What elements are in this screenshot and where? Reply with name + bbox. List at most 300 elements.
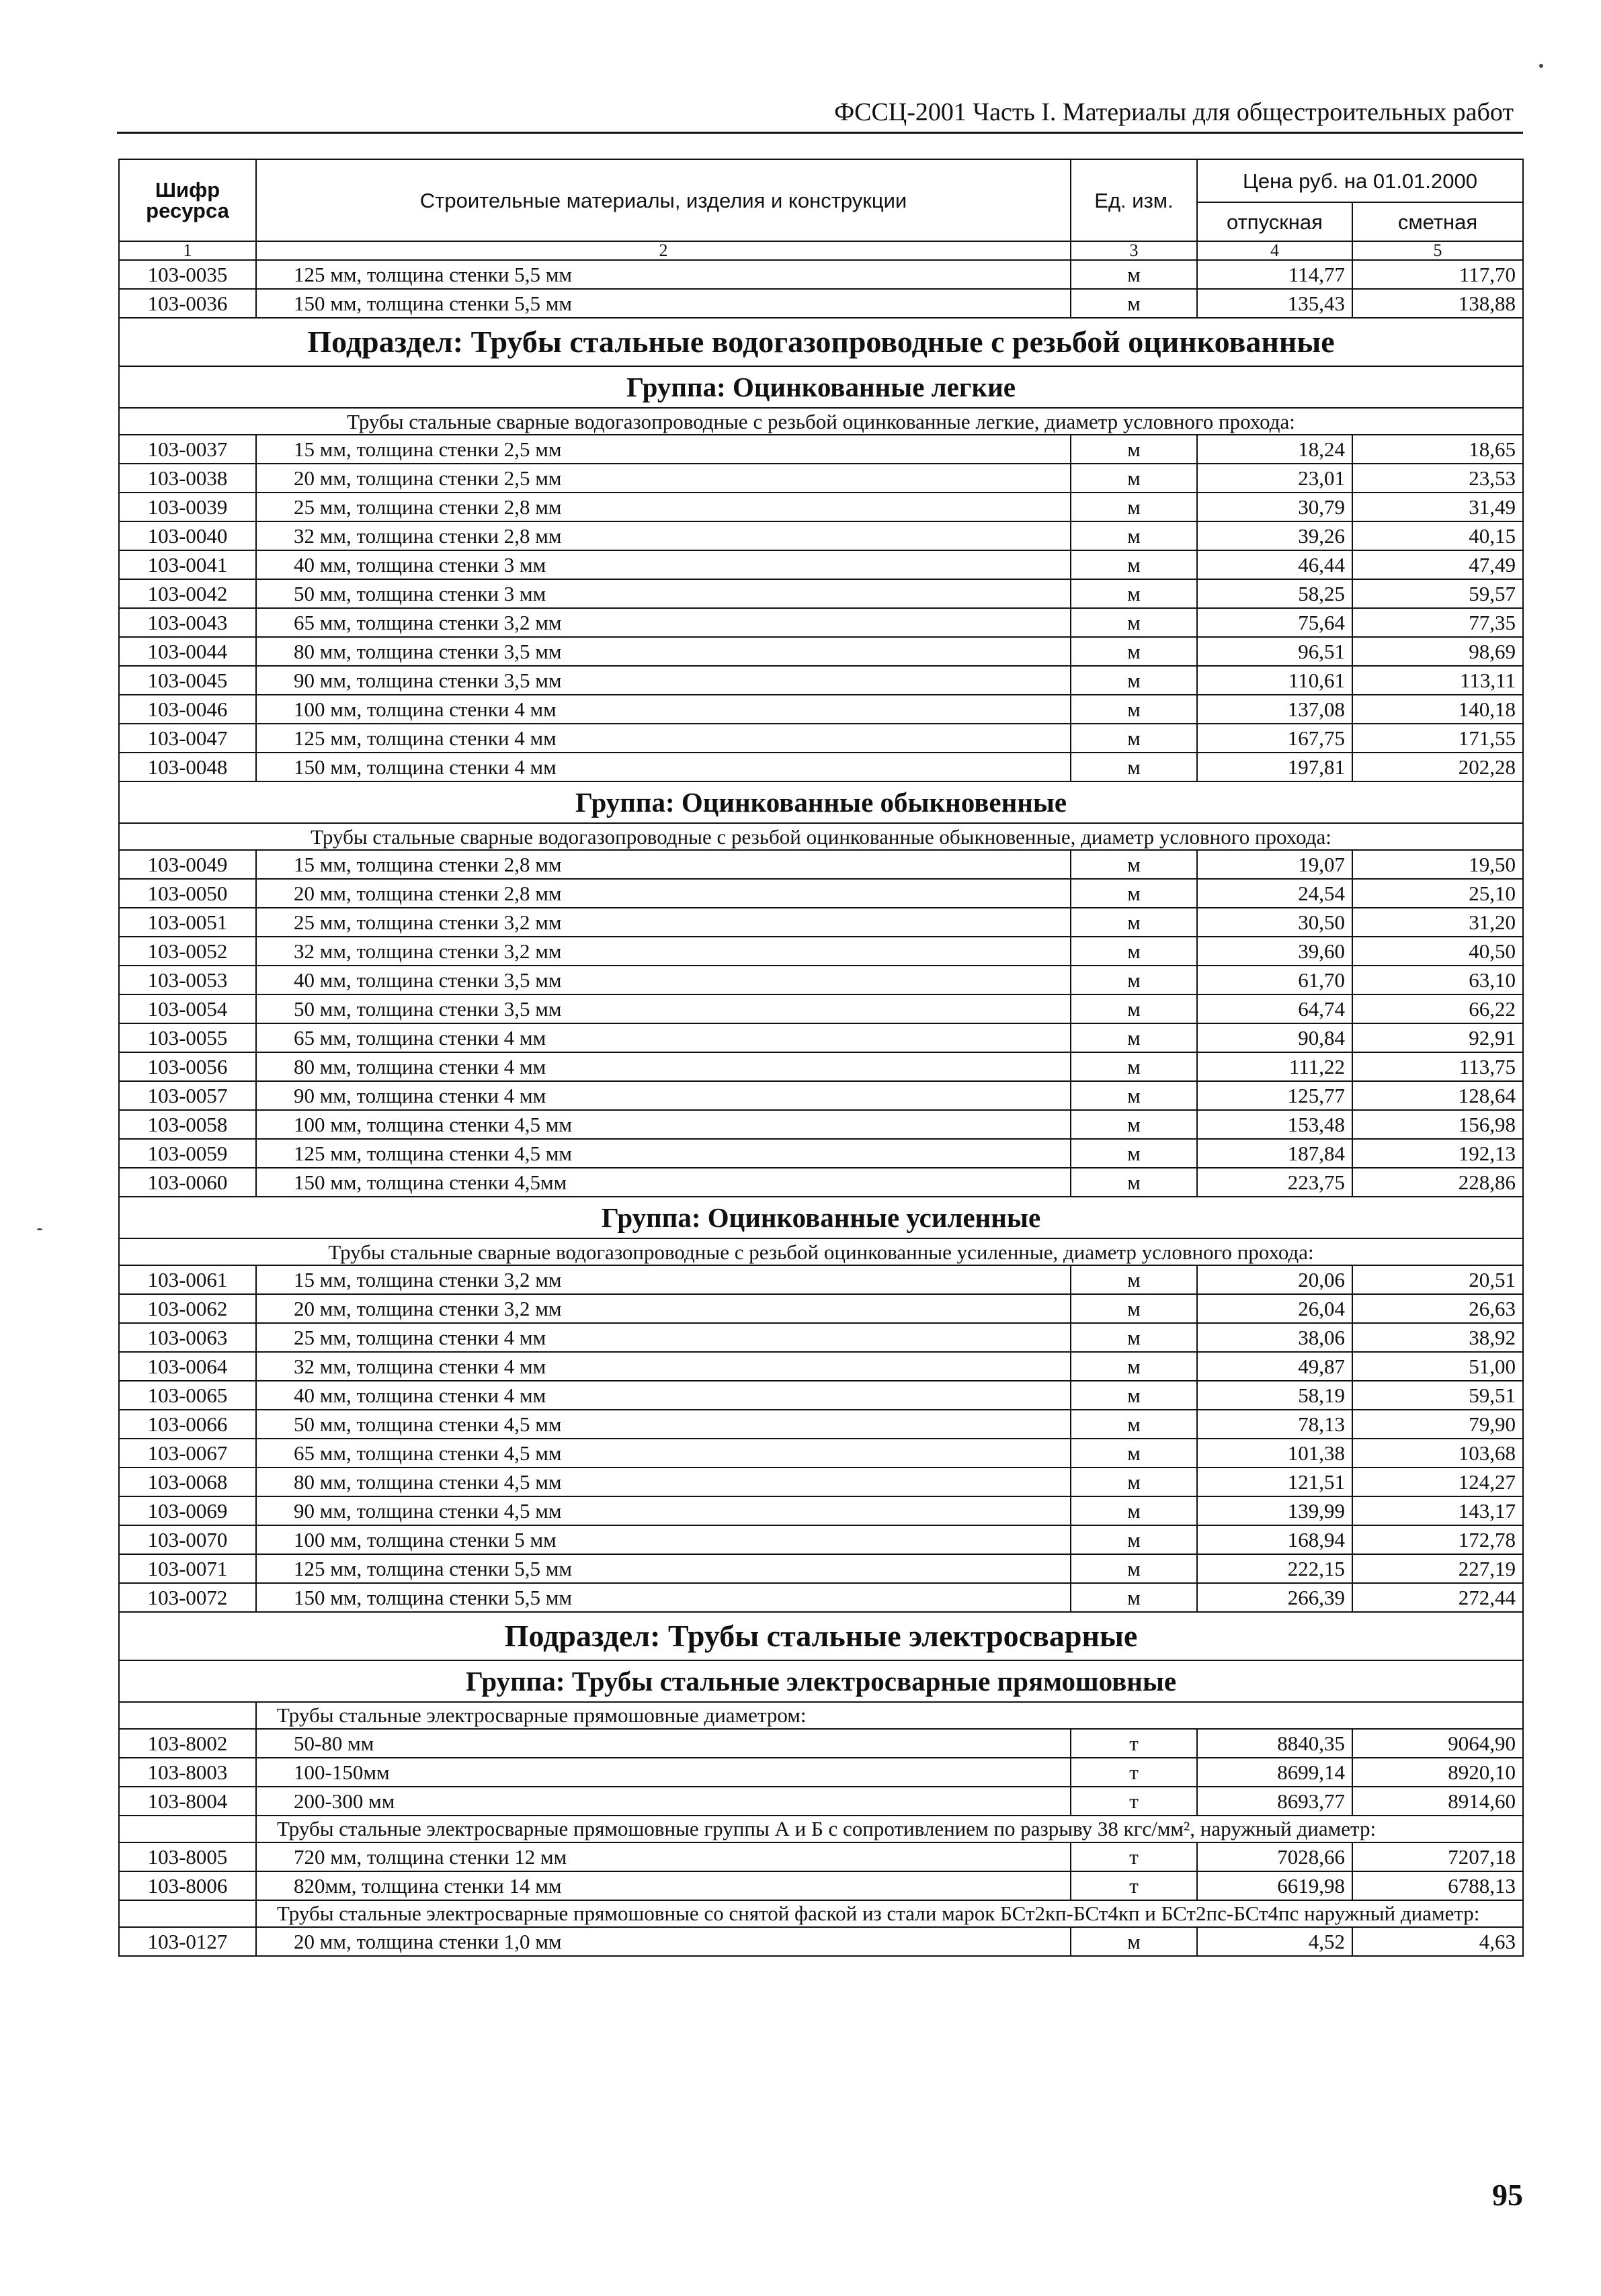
price-release: 58,19 (1197, 1381, 1352, 1410)
price-estimate: 140,18 (1352, 695, 1523, 724)
resource-code: 103-0071 (119, 1554, 256, 1583)
resource-code: 103-0055 (119, 1023, 256, 1052)
resource-code: 103-0045 (119, 666, 256, 695)
material-name: 25 мм, толщина стенки 4 мм (256, 1323, 1071, 1352)
price-estimate: 19,50 (1352, 850, 1523, 879)
price-table (118, 159, 1524, 1957)
material-name: 50 мм, толщина стенки 4,5 мм (256, 1410, 1071, 1439)
price-estimate: 272,44 (1352, 1583, 1523, 1612)
resource-code: 103-8004 (119, 1787, 256, 1816)
unit: м (1071, 1323, 1197, 1352)
table-row (119, 1496, 1523, 1525)
material-name: 125 мм, толщина стенки 5,5 мм (256, 260, 1071, 289)
table-row (119, 579, 1523, 608)
resource-code: 103-0038 (119, 464, 256, 493)
description-text: Трубы стальные электросварные прямошовные группы А и Б с сопротивлением по разрыву 38 кгс/мм², наружный диаметр: (256, 1816, 1523, 1842)
price-estimate: 20,51 (1352, 1265, 1523, 1294)
price-release: 135,43 (1197, 289, 1352, 318)
material-name: 150 мм, толщина стенки 5,5 мм (256, 1583, 1071, 1612)
group-row (119, 781, 1523, 823)
price-estimate: 9064,90 (1352, 1729, 1523, 1758)
price-estimate: 128,64 (1352, 1081, 1523, 1110)
price-estimate: 40,50 (1352, 937, 1523, 966)
resource-code: 103-0072 (119, 1583, 256, 1612)
material-name: 100 мм, толщина стенки 4 мм (256, 695, 1071, 724)
resource-code: 103-0048 (119, 753, 256, 781)
resource-code: 103-8003 (119, 1758, 256, 1787)
unit: м (1071, 1525, 1197, 1554)
price-estimate: 113,75 (1352, 1052, 1523, 1081)
running-header: ФССЦ-2001 Часть I. Материалы для общестроительных работ (834, 98, 1514, 126)
empty-cell (119, 1816, 256, 1842)
table-row (119, 1352, 1523, 1381)
price-estimate: 117,70 (1352, 260, 1523, 289)
empty-cell (119, 1900, 256, 1927)
price-estimate: 156,98 (1352, 1110, 1523, 1139)
price-release: 96,51 (1197, 637, 1352, 666)
price-release: 8693,77 (1197, 1787, 1352, 1816)
material-name: 15 мм, толщина стенки 2,5 мм (256, 435, 1071, 464)
price-estimate: 7207,18 (1352, 1842, 1523, 1871)
resource-code: 103-0064 (119, 1352, 256, 1381)
table-row (119, 289, 1523, 318)
price-estimate: 8920,10 (1352, 1758, 1523, 1787)
unit: м (1071, 1081, 1197, 1110)
table-row (119, 637, 1523, 666)
price-release: 26,04 (1197, 1294, 1352, 1323)
unit: м (1071, 550, 1197, 579)
unit: м (1071, 724, 1197, 753)
price-estimate: 202,28 (1352, 753, 1523, 781)
column-number: 1 (119, 241, 256, 260)
unit: м (1071, 994, 1197, 1023)
resource-code: 103-0039 (119, 493, 256, 521)
description-row (119, 1816, 1523, 1842)
group-title: Группа: Оцинкованные обыкновенные (119, 781, 1523, 823)
table-row (119, 1168, 1523, 1197)
resource-code: 103-0043 (119, 608, 256, 637)
material-name: 20 мм, толщина стенки 2,5 мм (256, 464, 1071, 493)
header-code: Шифр ресурса (119, 159, 256, 241)
description-text: Трубы стальные электросварные прямошовные со снятой фаской из стали марок БСт2кп-БСт4кп и БСт2пс-БСт4пс наружный диаметр: (256, 1900, 1523, 1927)
material-name: 90 мм, толщина стенки 4,5 мм (256, 1496, 1071, 1525)
resource-code: 103-0051 (119, 908, 256, 937)
table-row (119, 1410, 1523, 1439)
material-name: 40 мм, толщина стенки 3,5 мм (256, 966, 1071, 994)
price-estimate: 4,63 (1352, 1927, 1523, 1956)
material-name: 90 мм, толщина стенки 3,5 мм (256, 666, 1071, 695)
material-name: 20 мм, толщина стенки 1,0 мм (256, 1927, 1071, 1956)
material-name: 50 мм, толщина стенки 3 мм (256, 579, 1071, 608)
price-release: 18,24 (1197, 435, 1352, 464)
resource-code: 103-0047 (119, 724, 256, 753)
resource-code: 103-0058 (119, 1110, 256, 1139)
page-number: 95 (1492, 2178, 1523, 2212)
table-row (119, 1871, 1523, 1900)
price-release: 187,84 (1197, 1139, 1352, 1168)
table-row (119, 1842, 1523, 1871)
material-name: 20 мм, толщина стенки 3,2 мм (256, 1294, 1071, 1323)
unit: м (1071, 1265, 1197, 1294)
price-estimate: 6788,13 (1352, 1871, 1523, 1900)
header-price-group: Цена руб. на 01.01.2000 (1197, 159, 1523, 202)
material-name: 50 мм, толщина стенки 3,5 мм (256, 994, 1071, 1023)
price-estimate: 51,00 (1352, 1352, 1523, 1381)
material-name: 150 мм, толщина стенки 4,5мм (256, 1168, 1071, 1197)
resource-code: 103-8005 (119, 1842, 256, 1871)
table-row (119, 850, 1523, 879)
resource-code: 103-0044 (119, 637, 256, 666)
price-release: 4,52 (1197, 1927, 1352, 1956)
price-estimate: 143,17 (1352, 1496, 1523, 1525)
material-name: 32 мм, толщина стенки 4 мм (256, 1352, 1071, 1381)
table-row (119, 550, 1523, 579)
resource-code: 103-0057 (119, 1081, 256, 1110)
table-row (119, 1787, 1523, 1816)
resource-code: 103-0041 (119, 550, 256, 579)
price-release: 49,87 (1197, 1352, 1352, 1381)
price-estimate: 192,13 (1352, 1139, 1523, 1168)
price-estimate: 23,53 (1352, 464, 1523, 493)
price-release: 168,94 (1197, 1525, 1352, 1554)
group-row (119, 1197, 1523, 1238)
material-name: 32 мм, толщина стенки 3,2 мм (256, 937, 1071, 966)
scan-speck (1539, 64, 1543, 68)
price-estimate: 227,19 (1352, 1554, 1523, 1583)
material-name: 125 мм, толщина стенки 5,5 мм (256, 1554, 1071, 1583)
resource-code: 103-0065 (119, 1381, 256, 1410)
unit: м (1071, 1023, 1197, 1052)
price-estimate: 63,10 (1352, 966, 1523, 994)
unit: м (1071, 608, 1197, 637)
price-release: 90,84 (1197, 1023, 1352, 1052)
price-estimate: 98,69 (1352, 637, 1523, 666)
price-release: 121,51 (1197, 1468, 1352, 1496)
table-row (119, 1052, 1523, 1081)
unit: м (1071, 1352, 1197, 1381)
unit: м (1071, 879, 1197, 908)
resource-code: 103-0046 (119, 695, 256, 724)
unit: м (1071, 1139, 1197, 1168)
price-release: 20,06 (1197, 1265, 1352, 1294)
material-name: 820мм, толщина стенки 14 мм (256, 1871, 1071, 1900)
description-row (119, 408, 1523, 435)
table-row (119, 994, 1523, 1023)
price-release: 61,70 (1197, 966, 1352, 994)
column-number: 3 (1071, 241, 1197, 260)
group-title: Группа: Оцинкованные легкие (119, 366, 1523, 408)
price-release: 64,74 (1197, 994, 1352, 1023)
table-row (119, 1265, 1523, 1294)
material-name: 40 мм, толщина стенки 4 мм (256, 1381, 1071, 1410)
material-name: 25 мм, толщина стенки 3,2 мм (256, 908, 1071, 937)
description-row (119, 1238, 1523, 1265)
unit: м (1071, 1168, 1197, 1197)
unit: м (1071, 908, 1197, 937)
unit: м (1071, 966, 1197, 994)
unit: м (1071, 1496, 1197, 1525)
price-release: 110,61 (1197, 666, 1352, 695)
price-release: 46,44 (1197, 550, 1352, 579)
subsection-row (119, 318, 1523, 366)
resource-code: 103-0063 (119, 1323, 256, 1352)
material-name: 25 мм, толщина стенки 2,8 мм (256, 493, 1071, 521)
unit: м (1071, 493, 1197, 521)
table-row (119, 1294, 1523, 1323)
header-unit: Ед. изм. (1071, 159, 1197, 241)
resource-code: 103-0127 (119, 1927, 256, 1956)
price-release: 30,79 (1197, 493, 1352, 521)
price-estimate: 26,63 (1352, 1294, 1523, 1323)
price-estimate: 40,15 (1352, 521, 1523, 550)
resource-code: 103-0069 (119, 1496, 256, 1525)
unit: м (1071, 666, 1197, 695)
resource-code: 103-0068 (119, 1468, 256, 1496)
table-row (119, 724, 1523, 753)
unit: м (1071, 464, 1197, 493)
table-row (119, 1381, 1523, 1410)
resource-code: 103-0054 (119, 994, 256, 1023)
unit: м (1071, 1294, 1197, 1323)
table-row (119, 1023, 1523, 1052)
description-row (119, 823, 1523, 850)
unit: м (1071, 260, 1197, 289)
price-estimate: 59,51 (1352, 1381, 1523, 1410)
price-release: 24,54 (1197, 879, 1352, 908)
group-title: Группа: Трубы стальные электросварные прямошовные (119, 1660, 1523, 1702)
table-row (119, 937, 1523, 966)
resource-code: 103-0061 (119, 1265, 256, 1294)
price-estimate: 8914,60 (1352, 1787, 1523, 1816)
price-release: 78,13 (1197, 1410, 1352, 1439)
header-price-estimate: сметная (1352, 202, 1523, 241)
price-estimate: 113,11 (1352, 666, 1523, 695)
material-name: 150 мм, толщина стенки 5,5 мм (256, 289, 1071, 318)
material-name: 80 мм, толщина стенки 3,5 мм (256, 637, 1071, 666)
price-estimate: 171,55 (1352, 724, 1523, 753)
table-row (119, 753, 1523, 781)
header-rule (117, 132, 1523, 134)
description-text: Трубы стальные сварные водогазопроводные с резьбой оцинкованные обыкновенные, диаметр условного прохода: (119, 823, 1523, 850)
resource-code: 103-0067 (119, 1439, 256, 1468)
subsection-title: Подраздел: Трубы стальные электросварные (119, 1612, 1523, 1660)
resource-code: 103-0053 (119, 966, 256, 994)
resource-code: 103-0060 (119, 1168, 256, 1197)
resource-code: 103-0042 (119, 579, 256, 608)
resource-code: 103-8002 (119, 1729, 256, 1758)
column-number: 5 (1352, 241, 1523, 260)
group-row (119, 366, 1523, 408)
resource-code: 103-0049 (119, 850, 256, 879)
price-release: 8699,14 (1197, 1758, 1352, 1787)
material-name: 100-150мм (256, 1758, 1071, 1787)
price-release: 137,08 (1197, 695, 1352, 724)
material-name: 15 мм, толщина стенки 2,8 мм (256, 850, 1071, 879)
table-row (119, 608, 1523, 637)
table-row (119, 521, 1523, 550)
unit: м (1071, 1583, 1197, 1612)
unit: м (1071, 637, 1197, 666)
material-name: 200-300 мм (256, 1787, 1071, 1816)
material-name: 100 мм, толщина стенки 4,5 мм (256, 1110, 1071, 1139)
subsection-row (119, 1612, 1523, 1660)
price-estimate: 228,86 (1352, 1168, 1523, 1197)
unit: т (1071, 1871, 1197, 1900)
table-row (119, 1139, 1523, 1168)
price-release: 39,60 (1197, 937, 1352, 966)
header-price-release: отпускная (1197, 202, 1352, 241)
table-row (119, 908, 1523, 937)
material-name: 80 мм, толщина стенки 4 мм (256, 1052, 1071, 1081)
unit: м (1071, 937, 1197, 966)
table-row (119, 966, 1523, 994)
table-row (119, 1583, 1523, 1612)
table-row (119, 493, 1523, 521)
price-release: 167,75 (1197, 724, 1352, 753)
price-estimate: 79,90 (1352, 1410, 1523, 1439)
description-text: Трубы стальные сварные водогазопроводные с резьбой оцинкованные усиленные, диаметр условного прохода: (119, 1238, 1523, 1265)
price-release: 19,07 (1197, 850, 1352, 879)
price-estimate: 47,49 (1352, 550, 1523, 579)
material-name: 720 мм, толщина стенки 12 мм (256, 1842, 1071, 1871)
table-row (119, 1729, 1523, 1758)
resource-code: 103-0052 (119, 937, 256, 966)
subsection-title: Подраздел: Трубы стальные водогазопроводные с резьбой оцинкованные (119, 318, 1523, 366)
price-estimate: 18,65 (1352, 435, 1523, 464)
price-release: 7028,66 (1197, 1842, 1352, 1871)
column-number: 2 (256, 241, 1071, 260)
resource-code: 103-0040 (119, 521, 256, 550)
price-release: 8840,35 (1197, 1729, 1352, 1758)
table-row (119, 666, 1523, 695)
material-name: 20 мм, толщина стенки 2,8 мм (256, 879, 1071, 908)
table-row (119, 1468, 1523, 1496)
price-release: 111,22 (1197, 1052, 1352, 1081)
unit: м (1071, 1468, 1197, 1496)
material-name: 150 мм, толщина стенки 4 мм (256, 753, 1071, 781)
price-estimate: 92,91 (1352, 1023, 1523, 1052)
unit: м (1071, 289, 1197, 318)
table-row (119, 260, 1523, 289)
group-title: Группа: Оцинкованные усиленные (119, 1197, 1523, 1238)
unit: м (1071, 1381, 1197, 1410)
material-name: 90 мм, толщина стенки 4 мм (256, 1081, 1071, 1110)
resource-code: 103-0050 (119, 879, 256, 908)
table-row (119, 1927, 1523, 1956)
table-row (119, 1554, 1523, 1583)
price-estimate: 103,68 (1352, 1439, 1523, 1468)
resource-code: 103-0036 (119, 289, 256, 318)
resource-code: 103-0059 (119, 1139, 256, 1168)
price-release: 266,39 (1197, 1583, 1352, 1612)
material-name: 125 мм, толщина стенки 4,5 мм (256, 1139, 1071, 1168)
price-estimate: 138,88 (1352, 289, 1523, 318)
unit: м (1071, 1439, 1197, 1468)
unit: м (1071, 1410, 1197, 1439)
price-estimate: 172,78 (1352, 1525, 1523, 1554)
price-release: 223,75 (1197, 1168, 1352, 1197)
table-row (119, 435, 1523, 464)
unit: м (1071, 1554, 1197, 1583)
price-estimate: 77,35 (1352, 608, 1523, 637)
resource-code: 103-0056 (119, 1052, 256, 1081)
unit: т (1071, 1787, 1197, 1816)
header-name: Строительные материалы, изделия и конструкции (256, 159, 1071, 241)
unit: м (1071, 521, 1197, 550)
material-name: 65 мм, толщина стенки 3,2 мм (256, 608, 1071, 637)
material-name: 40 мм, толщина стенки 3 мм (256, 550, 1071, 579)
price-release: 222,15 (1197, 1554, 1352, 1583)
material-name: 15 мм, толщина стенки 3,2 мм (256, 1265, 1071, 1294)
price-release: 30,50 (1197, 908, 1352, 937)
table-row (119, 879, 1523, 908)
resource-code: 103-0070 (119, 1525, 256, 1554)
material-name: 65 мм, толщина стенки 4 мм (256, 1023, 1071, 1052)
price-release: 58,25 (1197, 579, 1352, 608)
column-number: 4 (1197, 241, 1352, 260)
price-estimate: 31,20 (1352, 908, 1523, 937)
price-release: 125,77 (1197, 1081, 1352, 1110)
table-row (119, 1081, 1523, 1110)
price-estimate: 66,22 (1352, 994, 1523, 1023)
resource-code: 103-0037 (119, 435, 256, 464)
price-release: 139,99 (1197, 1496, 1352, 1525)
empty-cell (119, 1702, 256, 1729)
material-name: 65 мм, толщина стенки 4,5 мм (256, 1439, 1071, 1468)
price-release: 114,77 (1197, 260, 1352, 289)
unit: т (1071, 1729, 1197, 1758)
price-estimate: 25,10 (1352, 879, 1523, 908)
price-estimate: 59,57 (1352, 579, 1523, 608)
table-row (119, 1110, 1523, 1139)
price-release: 197,81 (1197, 753, 1352, 781)
scan-speck (37, 1228, 42, 1230)
material-name: 125 мм, толщина стенки 4 мм (256, 724, 1071, 753)
resource-code: 103-0035 (119, 260, 256, 289)
unit: м (1071, 579, 1197, 608)
price-release: 23,01 (1197, 464, 1352, 493)
unit: м (1071, 850, 1197, 879)
unit: м (1071, 1110, 1197, 1139)
group-row (119, 1660, 1523, 1702)
description-text: Трубы стальные сварные водогазопроводные с резьбой оцинкованные легкие, диаметр условного прохода: (119, 408, 1523, 435)
price-release: 101,38 (1197, 1439, 1352, 1468)
material-name: 50-80 мм (256, 1729, 1071, 1758)
unit: т (1071, 1758, 1197, 1787)
table-body (119, 260, 1523, 1956)
unit: т (1071, 1842, 1197, 1871)
resource-code: 103-0066 (119, 1410, 256, 1439)
unit: м (1071, 1052, 1197, 1081)
price-estimate: 31,49 (1352, 493, 1523, 521)
table-row (119, 464, 1523, 493)
table-row (119, 1323, 1523, 1352)
material-name: 80 мм, толщина стенки 4,5 мм (256, 1468, 1071, 1496)
price-estimate: 38,92 (1352, 1323, 1523, 1352)
table-row (119, 1525, 1523, 1554)
material-name: 32 мм, толщина стенки 2,8 мм (256, 521, 1071, 550)
description-row (119, 1702, 1523, 1729)
description-text: Трубы стальные электросварные прямошовные диаметром: (256, 1702, 1523, 1729)
resource-code: 103-0062 (119, 1294, 256, 1323)
description-row (119, 1900, 1523, 1927)
unit: м (1071, 435, 1197, 464)
unit: м (1071, 753, 1197, 781)
table-row (119, 1758, 1523, 1787)
price-release: 38,06 (1197, 1323, 1352, 1352)
unit: м (1071, 695, 1197, 724)
table-row (119, 1439, 1523, 1468)
